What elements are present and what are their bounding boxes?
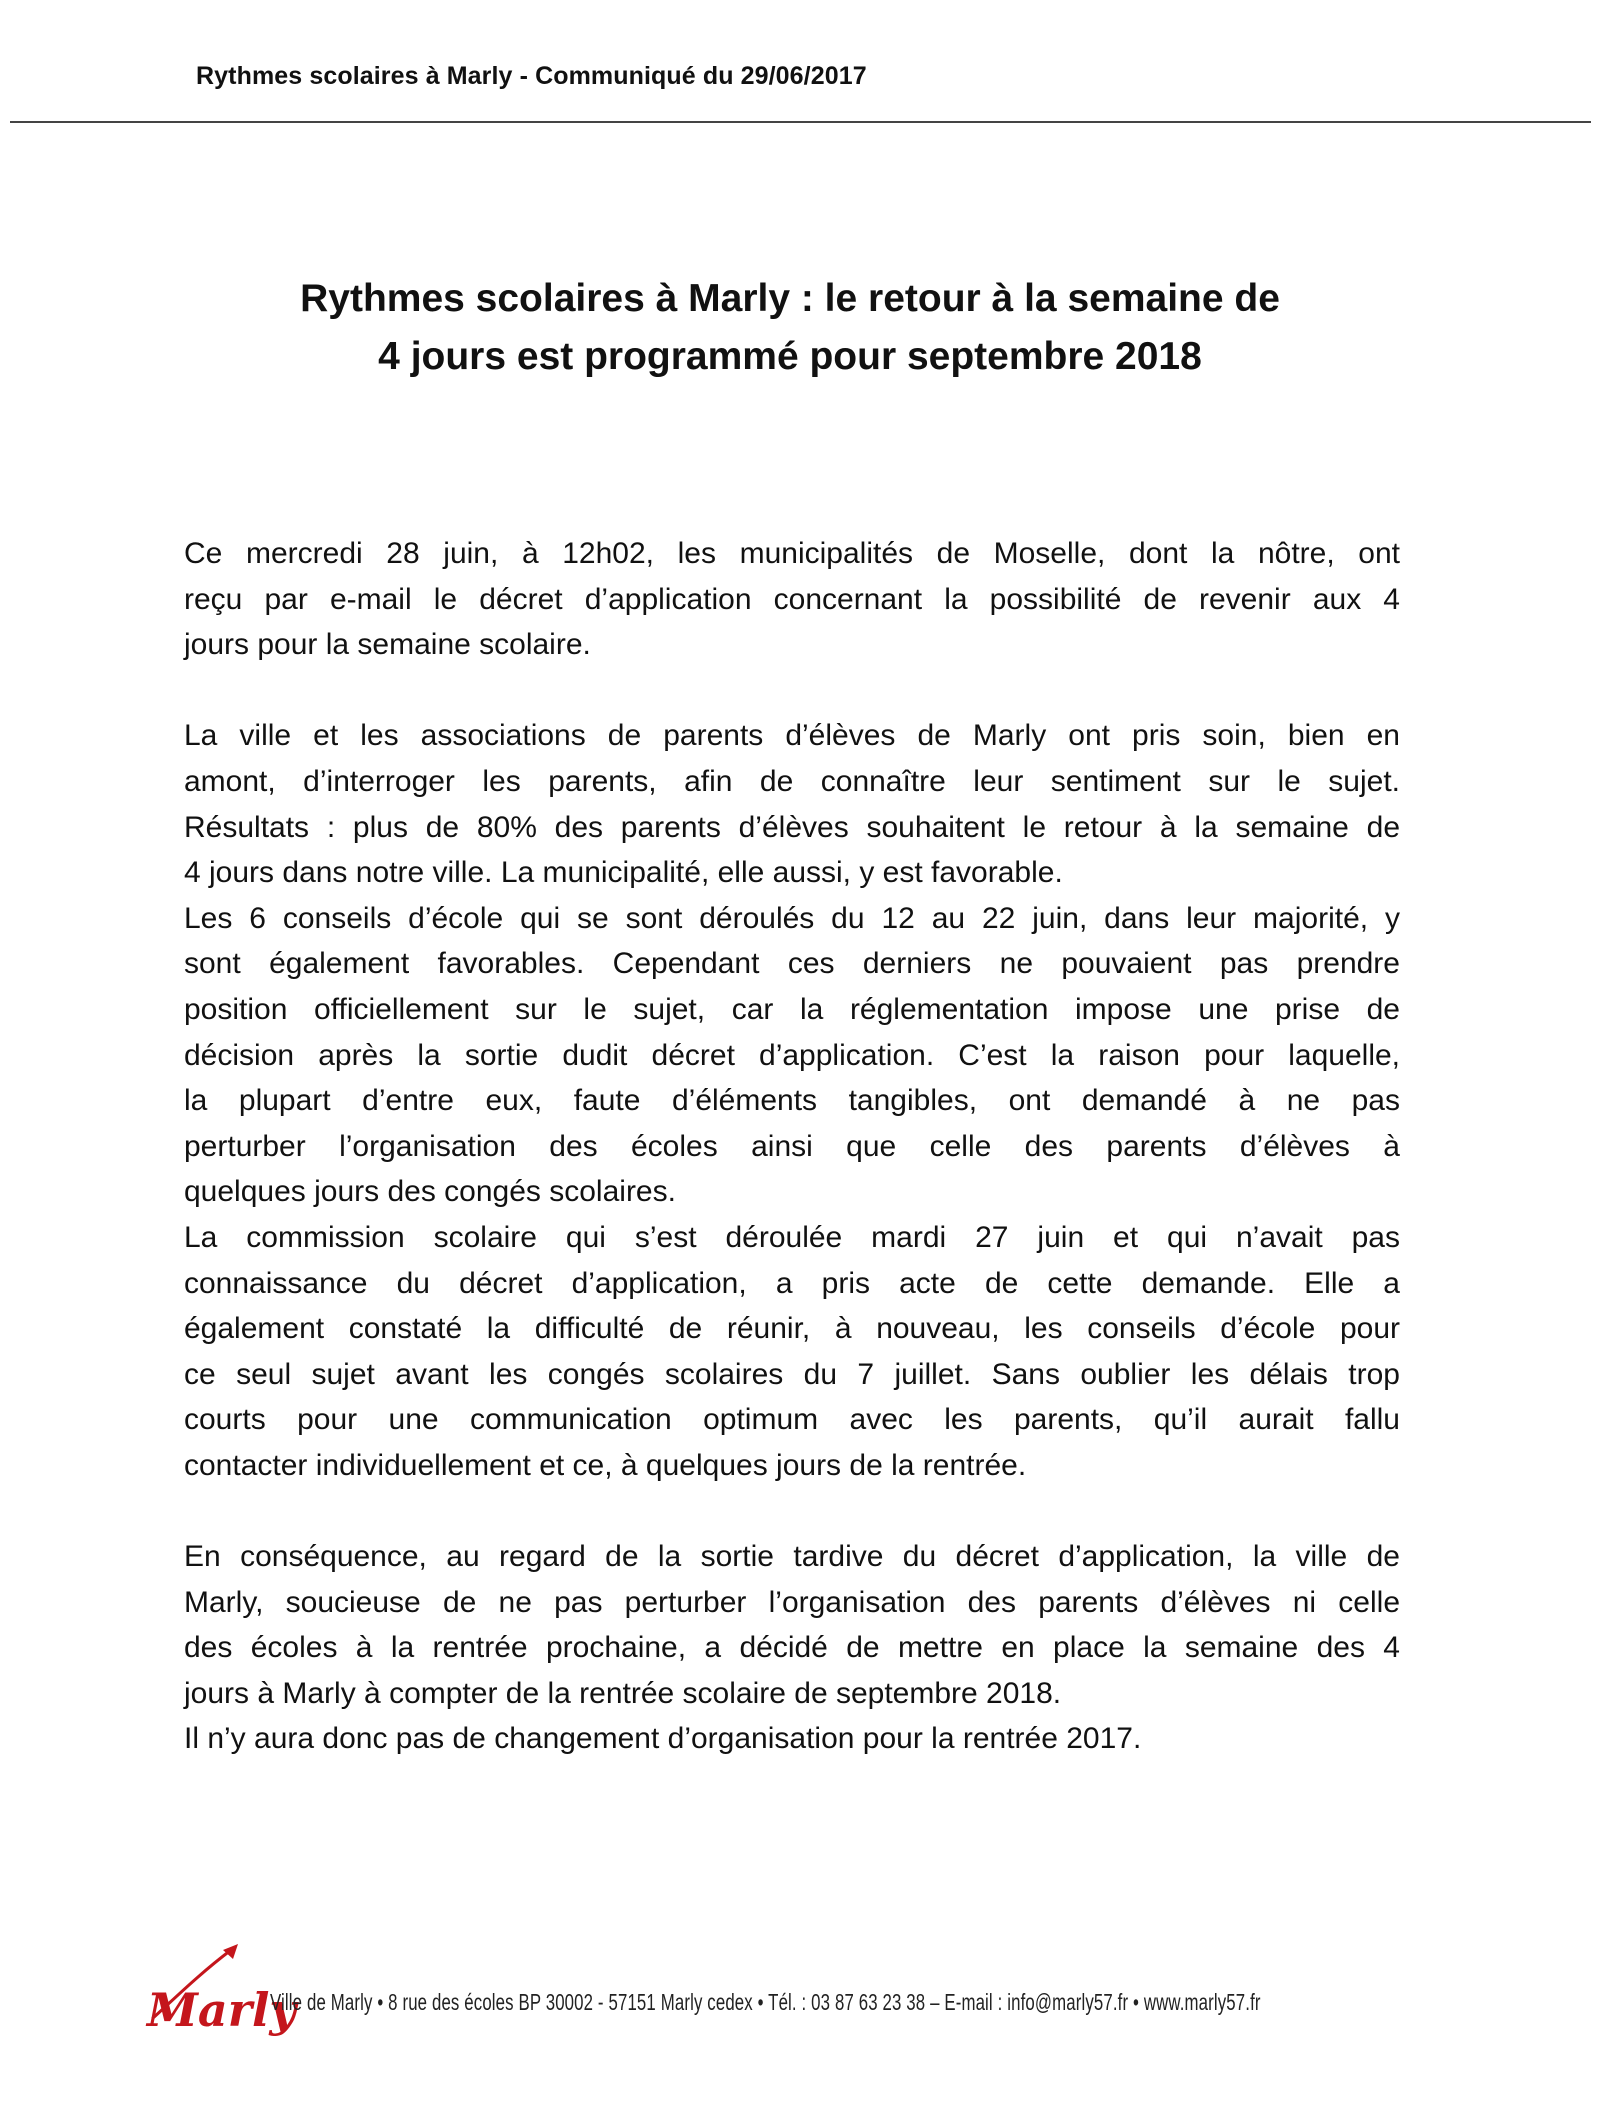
text-line: Marly, soucieuse de ne pas perturber l’organisation des parents d’élèves ni celle [184,1585,1400,1619]
text-line: La ville et les associations de parents d’élèves de Marly ont pris soin, bien en [184,719,1400,753]
marly-logo [143,1940,297,2037]
text-line: ce seul sujet avant les congés scolaires du 7 juillet. Sans oublier les délais trop [184,1357,1400,1391]
text-line: perturber l’organisation des écoles ainsi que celle des parents d’élèves à [184,1129,1400,1163]
text-line: contacter individuellement et ce, à quelques jours de la rentrée. [184,1448,1027,1482]
page-title-line-1: Rythmes scolaires à Marly : le retour à la semaine de [300,277,1280,320]
header-divider [10,121,1591,123]
text-line: des écoles à la rentrée prochaine, a décidé de mettre en place la semaine des 4 [184,1631,1400,1665]
paragraph-3 [184,1534,1400,1762]
text-line: connaissance du décret d’application, a pris acte de cette demande. Elle a [184,1266,1400,1300]
page-title [184,270,1396,386]
page-title-line-2: 4 jours est programmé pour septembre 2018 [378,335,1202,378]
text-line: jours pour la semaine scolaire. [184,628,591,662]
text-line: amont, d’interroger les parents, afin de connaître leur sentiment sur le sujet. [184,764,1400,798]
paragraph-1 [184,531,1400,668]
text-line: la plupart d’entre eux, faute d’éléments tangibles, ont demandé à ne pas [184,1084,1400,1118]
text-line: Ce mercredi 28 juin, à 12h02, les municipalités de Moselle, dont la nôtre, ont [184,537,1400,570]
text-line: décision après la sortie dudit décret d’application. C’est la raison pour laquelle, [184,1038,1400,1072]
document-body [184,531,1400,1762]
page-footer [143,1940,1463,2035]
text-line: quelques jours des congés scolaires. [184,1175,676,1209]
text-line: reçu par e-mail le décret d’application concernant la possibilité de revenir aux 4 [184,582,1400,616]
text-line: sont également favorables. Cependant ces derniers ne pouvaient pas prendre [184,947,1400,981]
logo-text: Marly [147,1983,297,2037]
text-line: En conséquence, au regard de la sortie tardive du décret d’application, la ville de [184,1540,1400,1574]
text-line: courts pour une communication optimum avec les parents, qu’il aurait fallu [184,1403,1400,1437]
running-header-title: Rythmes scolaires à Marly - Communiqué du 29/06/2017 [196,62,867,90]
text-line: jours à Marly à compter de la rentrée scolaire de septembre 2018. [184,1676,1062,1710]
text-line: position officiellement sur le sujet, car la réglementation impose une prise de [184,992,1400,1026]
text-line: 4 jours dans notre ville. La municipalité, elle aussi, y est favorable. [184,856,1063,890]
text-line: La commission scolaire qui s’est déroulée mardi 27 juin et qui n’avait pas [184,1220,1400,1254]
paragraph-2 [184,713,1400,1488]
text-line: Résultats : plus de 80% des parents d’élèves souhaitent le retour à la semaine de [184,810,1400,844]
text-line: Les 6 conseils d’école qui se sont déroulés du 12 au 22 juin, dans leur majorité, y [184,901,1400,935]
footer-address: Ville de Marly • 8 rue des écoles BP 30002 - 57151 Marly cedex • Tél. : 03 87 63 23 38 – E-mail : info@marly57.fr • www.marly57.fr [270,1989,1261,2015]
text-line: Il n’y aura donc pas de changement d’organisation pour la rentrée 2017. [184,1722,1142,1756]
text-line: également constaté la difficulté de réunir, à nouveau, les conseils d’école pour [184,1312,1400,1346]
